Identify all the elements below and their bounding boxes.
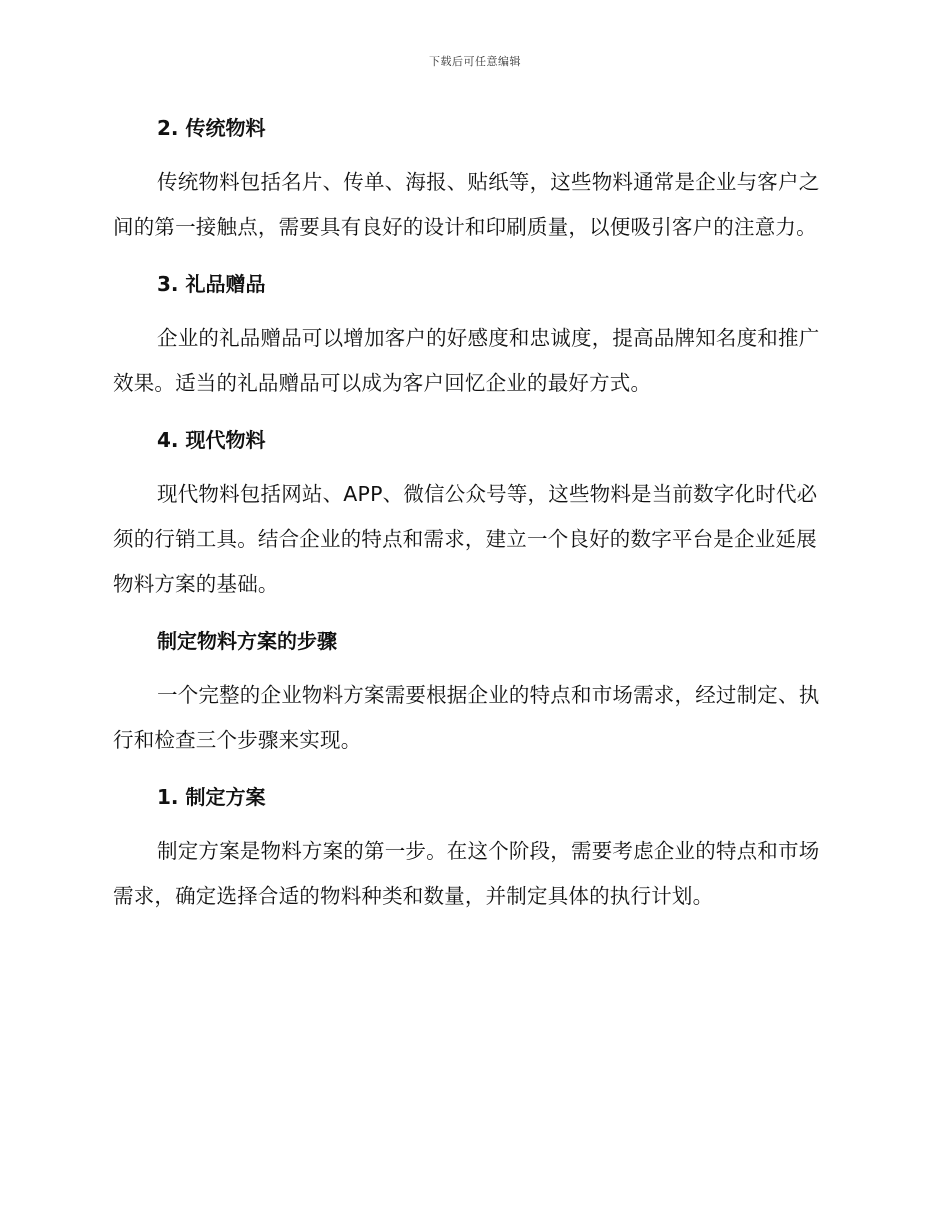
section-heading: 1. 制定方案 [157, 785, 266, 809]
section-heading: 2. 传统物料 [157, 116, 266, 140]
section-gifts [113, 264, 833, 406]
section-paragraph: 一个完整的企业物料方案需要根据企业的特点和市场需求，经过制定、执行和检查三个步骤来实现。 [113, 683, 820, 752]
section-paragraph: 企业的礼品赠品可以增加客户的好感度和忠诚度，提高品牌知名度和推广效果。适当的礼品赠品可以成为客户回忆企业的最好方式。 [113, 326, 820, 395]
section-paragraph: 现代物料包括网站、APP、微信公众号等，这些物料是当前数字化时代必须的行销工具。结合企业的特点和需求，建立一个良好的数字平台是企业延展物料方案的基础。 [113, 482, 818, 596]
section-make-plan [113, 777, 833, 919]
section-heading: 制定物料方案的步骤 [157, 629, 337, 653]
section-modern-materials [113, 420, 833, 607]
section-heading: 3. 礼品赠品 [157, 272, 266, 296]
document-body [113, 108, 833, 919]
section-paragraph: 制定方案是物料方案的第一步。在这个阶段，需要考虑企业的特点和市场需求，确定选择合适的物料种类和数量，并制定具体的执行计划。 [113, 839, 820, 908]
section-traditional-materials [113, 108, 833, 250]
section-paragraph: 传统物料包括名片、传单、海报、贴纸等，这些物料通常是企业与客户之间的第一接触点，需要具有良好的设计和印刷质量，以便吸引客户的注意力。 [113, 170, 820, 239]
page-header: 下载后可任意编辑 [429, 55, 521, 68]
section-heading: 4. 现代物料 [157, 428, 266, 452]
section-plan-steps [113, 621, 833, 763]
